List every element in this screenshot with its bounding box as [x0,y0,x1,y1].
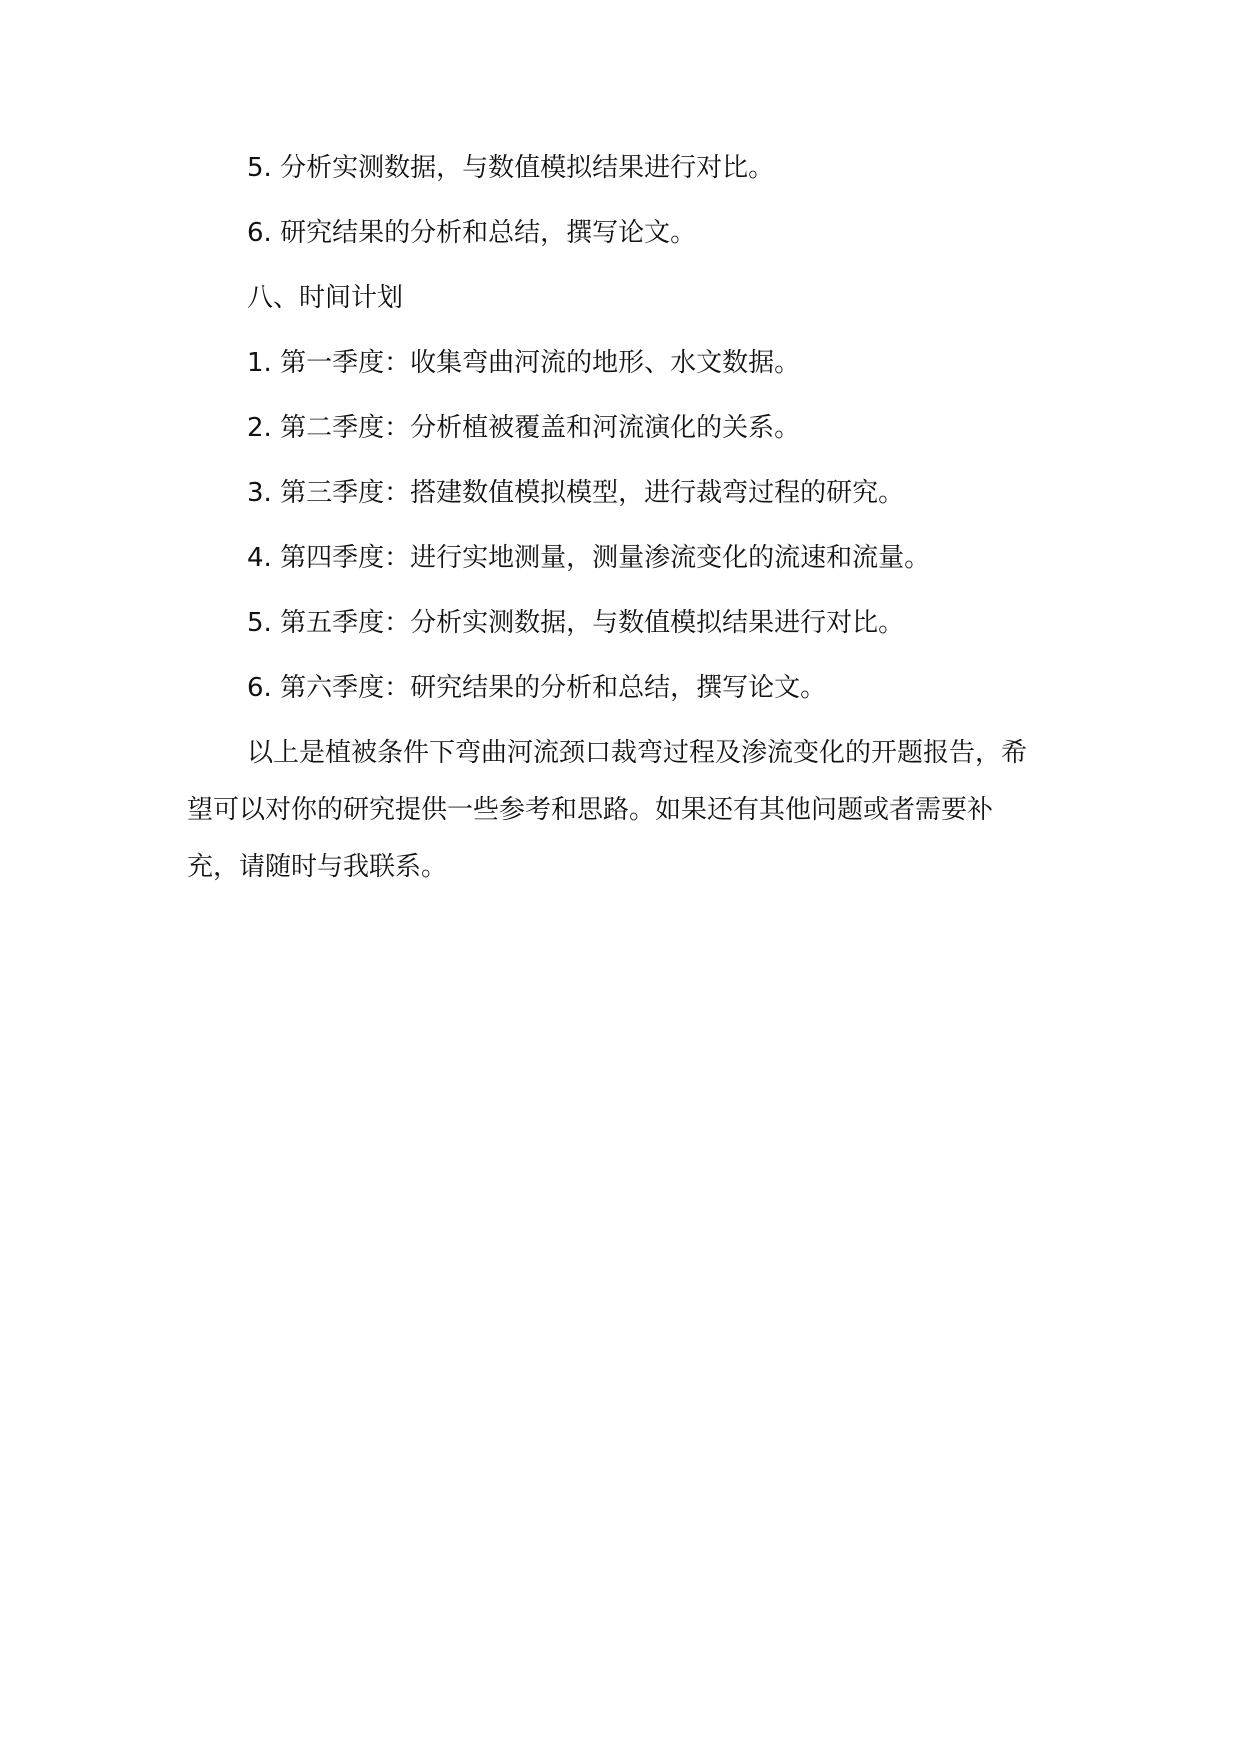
closing-paragraph: 以上是植被条件下弯曲河流颈口裁弯过程及渗流变化的开题报告，希望可以对你的研究提供一些参考和思路。如果还有其他问题或者需要补充，请随时与我联系。 [187,738,1028,882]
schedule-item: 2. 第二季度：分析植被覆盖和河流演化的关系。 [247,413,801,443]
schedule-item: 5. 第五季度：分析实测数据，与数值模拟结果进行对比。 [247,608,905,638]
schedule-item: 4. 第四季度：进行实地测量，测量渗流变化的流速和流量。 [247,543,931,573]
schedule-item: 3. 第三季度：搭建数值模拟模型，进行裁弯过程的研究。 [247,478,905,508]
schedule-item: 1. 第一季度：收集弯曲河流的地形、水文数据。 [247,348,801,378]
schedule-item: 6. 第六季度：研究结果的分析和总结，撰写论文。 [247,673,827,703]
document-body [187,150,1042,906]
section-heading: 八、时间计划 [247,283,404,313]
list-item: 6. 研究结果的分析和总结，撰写论文。 [247,218,697,248]
list-item: 5. 分析实测数据，与数值模拟结果进行对比。 [247,153,775,183]
